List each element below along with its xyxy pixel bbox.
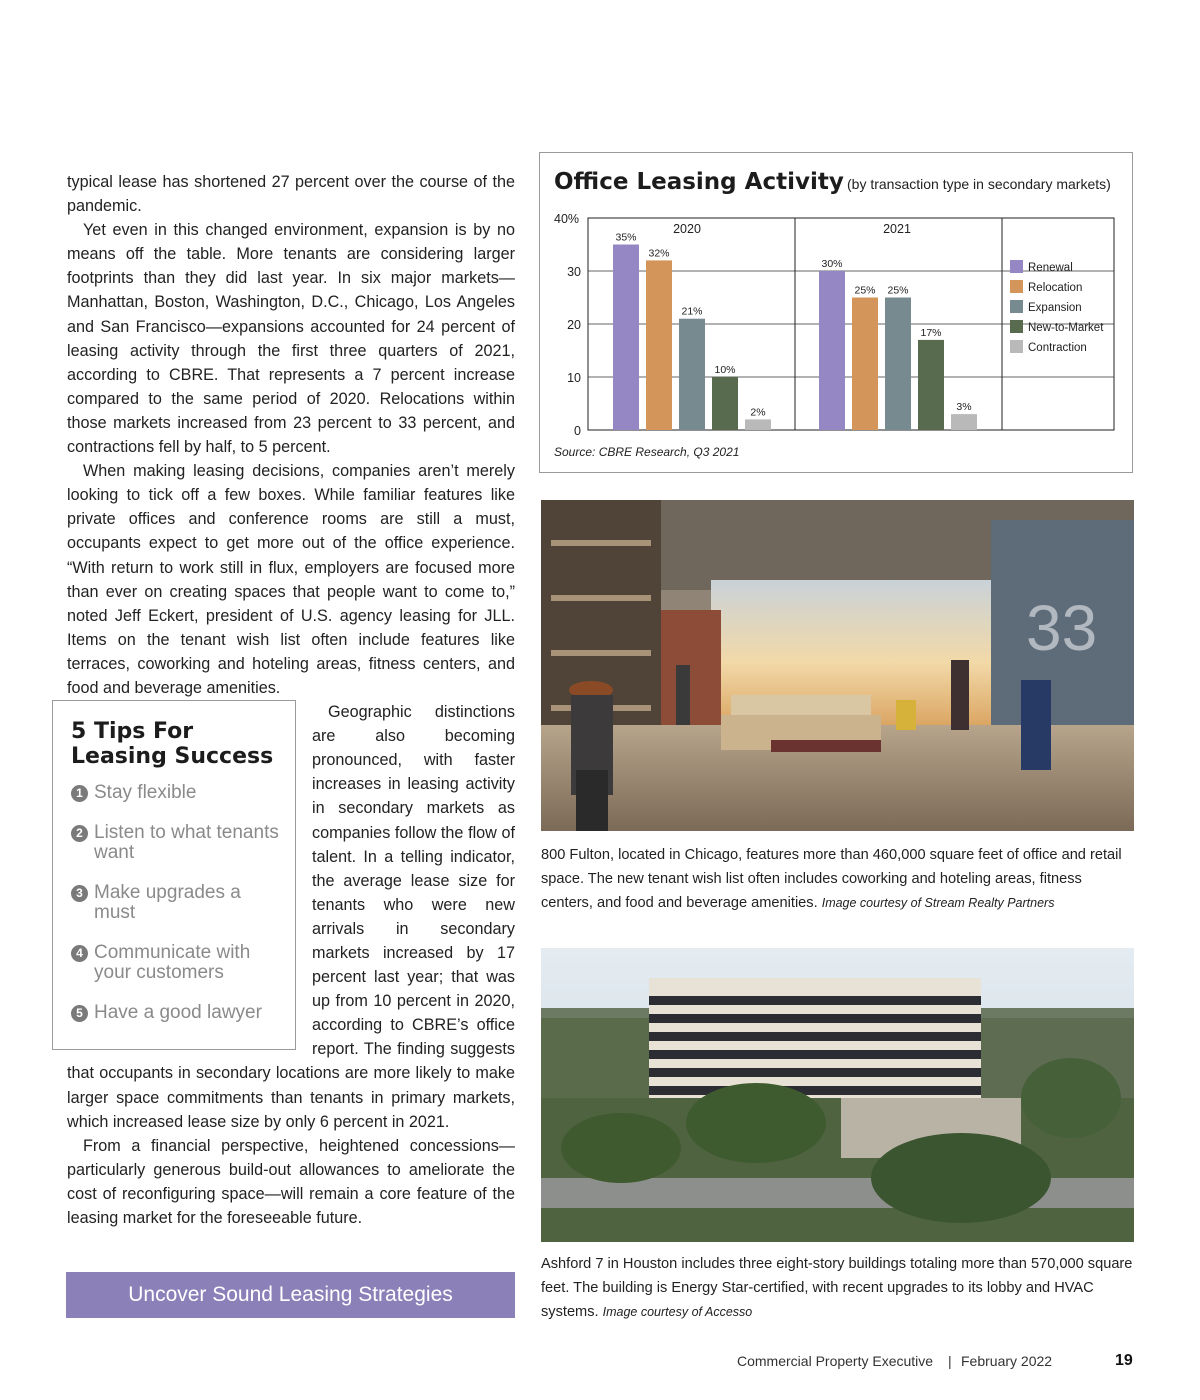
legend-label: Renewal [1028, 262, 1073, 274]
bar-relocation [852, 298, 878, 431]
number-badge: 3 [71, 885, 88, 902]
tip-item [71, 783, 285, 803]
page-number: 19 [1115, 1352, 1133, 1369]
bar-renewal [819, 271, 845, 430]
interior-photo [541, 500, 1134, 831]
chart-title: Office Leasing Activity [554, 169, 844, 195]
group-label: 2020 [673, 222, 701, 236]
y-tick-label: 40% [554, 212, 580, 226]
legend-label: Contraction [1028, 342, 1087, 354]
y-tick-label: 0 [574, 424, 581, 438]
data-label: 25% [854, 284, 876, 297]
data-label: 30% [821, 258, 843, 270]
tip-text: Stay flexible [94, 782, 197, 804]
tip-text: Listen to what tenants want [94, 822, 279, 864]
legend-swatch [1010, 320, 1023, 333]
paragraph: From a financial perspective, heightened concessions—particularly generous build-out allowances to ameliorate the cost of reconfiguring space—will remain a core feature of the leasing market for the foreseeable future. [67, 1136, 515, 1228]
cta-button[interactable]: Uncover Sound Leasing Strategies [66, 1272, 515, 1318]
legend-label: Expansion [1028, 302, 1082, 314]
tip-item [71, 1003, 285, 1023]
legend-label: New-to-Market [1028, 322, 1104, 334]
y-tick-label: 20 [567, 318, 581, 332]
tip-text: Have a good lawyer [94, 1002, 262, 1024]
caption-text: Ashford 7 in Houston includes three eight-story buildings totaling more than 570,000 square feet. The building is Energy Star-certified, with recent upgrades to its lobby and HVAC systems. [541, 1256, 1133, 1320]
data-label: 10% [714, 364, 736, 376]
tip-text: Make upgrades a must [94, 882, 241, 924]
paragraph: Geographic distinctions are also becoming pronounced, with faster increases in leasing activity in secondary markets as companies follow the flow of talent. In a telling indicator, the average lease size for tenants who were new arrivals in secondary markets increased by 17 percent last year; that was up from 10 percent in 2020, according to CBRE’s office report. The finding suggests that occupants in secondary locations are more likely to make larger space commitments than tenants in primary markets, which increased lease size by only 6 percent in 2021. [67, 703, 515, 1131]
paragraph: typical lease has shortened 27 percent over the course of the pandemic. [67, 173, 515, 216]
footer-date: February 2022 [961, 1353, 1053, 1369]
data-label: 21% [681, 305, 703, 318]
photo-caption [541, 843, 1134, 915]
bar-renewal [613, 245, 639, 431]
group-label: 2021 [883, 222, 911, 236]
tip-text: Communicate with your customers [94, 942, 251, 984]
data-label: 17% [920, 326, 942, 339]
legend-label: Relocation [1028, 282, 1083, 294]
tips-sidebar [52, 700, 296, 1050]
bar-expansion [885, 298, 911, 431]
y-tick-label: 30 [567, 265, 581, 279]
bar-new-to-market [712, 377, 738, 430]
paragraph: Yet even in this changed environment, expansion is by no means off the table. More tenants are considering larger footprints than they did last year. In six major markets—Manhattan, Boston, Washington, D.C., Chicago, Los Angeles and San Francisco—expansions accounted for 24 percent of leasing activity through the first three quarters of 2021, according to CBRE. That represents a 7 percent increase compared to the same period of 2020. Relocations within those markets increased from 23 percent to 33 percent, and contractions fell by half, to 5 percent. [67, 221, 515, 457]
bar-new-to-market [918, 340, 944, 430]
bar-expansion [679, 319, 705, 430]
number-badge: 4 [71, 945, 88, 962]
data-label: 35% [615, 231, 637, 244]
caption-text: 800 Fulton, located in Chicago, features more than 460,000 square feet of office and retail space. The new tenant wish list often includes coworking and hoteling areas, fitness centers, and food and beverage amenities. [541, 847, 1122, 911]
data-label: 2% [750, 406, 766, 419]
legend-swatch [1010, 260, 1023, 273]
bar-chart [540, 153, 1134, 474]
chart-panel [539, 152, 1133, 473]
building-illustration [541, 948, 1134, 1242]
chart-subtitle: (by transaction type in secondary markets) [847, 176, 1111, 192]
paragraph: When making leasing decisions, companies aren’t merely looking to tick off a few boxes. While familiar features like private offices and conference rooms are still a must, occupants expect to get more out of the office experience. “With return to work still in flux, employers are focused more than ever on creating spaces that people want to come to,” noted Jeff Eckert, president of U.S. agency leasing for JLL. Items on the tenant wish list often include features like terraces, coworking and hoteling areas, fitness centers, and food and beverage amenities. [67, 462, 515, 697]
footer-separator: | [948, 1353, 952, 1369]
footer-publication: Commercial Property Executive [737, 1353, 934, 1369]
y-tick-label: 10 [567, 371, 581, 385]
lounge-illustration [541, 500, 1134, 831]
tip-item [71, 943, 285, 983]
article-body [67, 170, 515, 1230]
data-label: 32% [648, 247, 670, 260]
bar-contraction [951, 414, 977, 430]
data-label: 25% [887, 284, 909, 297]
photo-credit: Image courtesy of Accesso [602, 1305, 753, 1319]
bar-contraction [745, 419, 771, 430]
number-badge: 2 [71, 825, 88, 842]
data-label: 3% [956, 401, 972, 414]
legend-swatch [1010, 280, 1023, 293]
sign-numerals: 33 [1026, 592, 1098, 664]
legend-swatch [1010, 300, 1023, 313]
tip-item [71, 883, 285, 923]
bar-relocation [646, 260, 672, 430]
tips-title: 5 Tips For Leasing Success [71, 719, 274, 770]
photo-credit: Image courtesy of Stream Realty Partners [821, 896, 1055, 910]
number-badge: 5 [71, 1005, 88, 1022]
photo-caption [541, 1252, 1134, 1324]
building-photo [541, 948, 1134, 1242]
legend-swatch [1010, 340, 1023, 353]
tip-item [71, 823, 285, 863]
chart-legend [1010, 260, 1104, 354]
number-badge: 1 [71, 785, 88, 802]
chart-source: Source: CBRE Research, Q3 2021 [554, 445, 740, 459]
